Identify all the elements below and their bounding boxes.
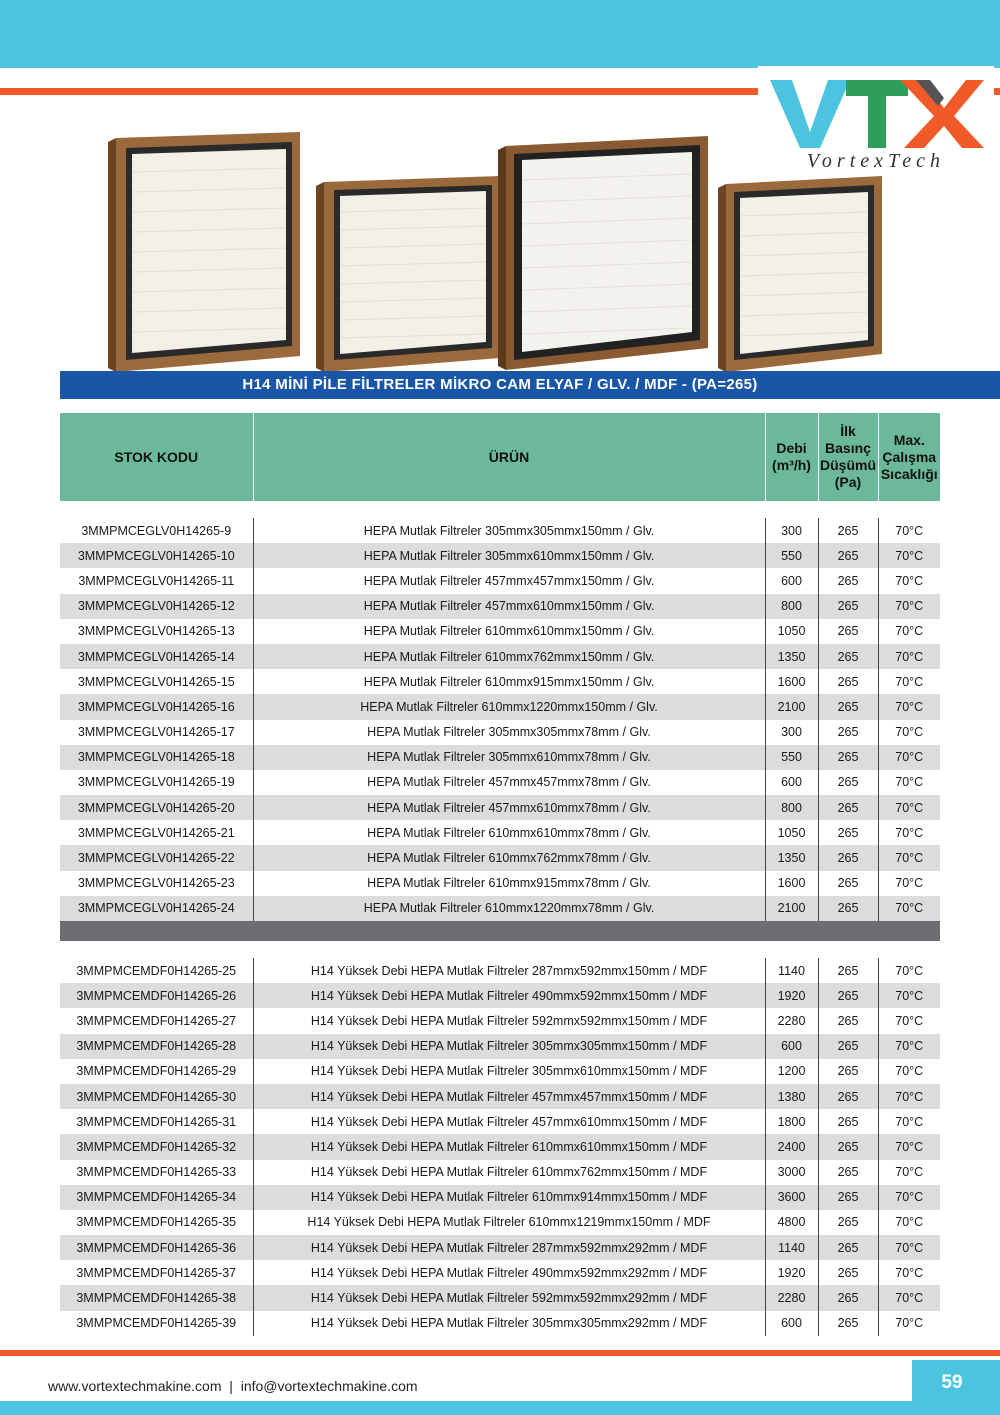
cell-flow-rate: 800 bbox=[765, 795, 818, 820]
cell-max-temp: 70°C bbox=[878, 543, 940, 568]
cell-stock-code: 3MMPMCEMDF0H14265-34 bbox=[60, 1185, 253, 1210]
cell-pressure-drop: 265 bbox=[818, 619, 878, 644]
col-header-max-line3: Sıcaklığı bbox=[880, 465, 938, 482]
table-row bbox=[60, 770, 940, 795]
cell-product: H14 Yüksek Debi HEPA Mutlak Filtreler 610mmx914mmx150mm / MDF bbox=[253, 1185, 765, 1210]
cell-max-temp: 70°C bbox=[895, 725, 924, 740]
cell-stock-code: 3MMPMCEGLV0H14265-23 bbox=[60, 871, 253, 896]
cell-product: H14 Yüksek Debi HEPA Mutlak Filtreler 490mmx592mmx292mm / MDF bbox=[253, 1260, 765, 1285]
cell-product: H14 Yüksek Debi HEPA Mutlak Filtreler 457mmx457mmx150mm / MDF bbox=[253, 1084, 765, 1109]
cell-stock-code: 3MMPMCEGLV0H14265-11 bbox=[60, 568, 253, 593]
table-row bbox=[60, 745, 940, 770]
cell-max-temp: 70°C bbox=[878, 1235, 940, 1260]
cell-product: HEPA Mutlak Filtreler 305mmx610mmx150mm / Glv. bbox=[253, 543, 765, 568]
cell-pressure-drop: 265 bbox=[818, 770, 878, 795]
cell-stock-code: 3MMPMCEMDF0H14265-33 bbox=[60, 1160, 253, 1185]
cell-stock-code: 3MMPMCEMDF0H14265-27 bbox=[60, 1008, 253, 1033]
cell-max-temp: 70°C bbox=[895, 825, 924, 840]
cell-stock-code: 3MMPMCEMDF0H14265-36 bbox=[60, 1235, 253, 1260]
table-row bbox=[60, 1008, 940, 1033]
table-row bbox=[60, 1235, 940, 1260]
brand-logo bbox=[758, 66, 994, 180]
cell-max-temp: 70°C bbox=[878, 1084, 940, 1109]
cell-stock-code: 3MMPMCEGLV0H14265-18 bbox=[60, 745, 253, 770]
cell-flow-rate: 600 bbox=[765, 770, 818, 795]
table-row bbox=[60, 1210, 940, 1235]
cell-product: HEPA Mutlak Filtreler 305mmx610mmx78mm / Glv. bbox=[253, 745, 765, 770]
cell-max-temp: 70°C bbox=[895, 1114, 924, 1129]
cell-pressure-drop: 265 bbox=[818, 1185, 878, 1210]
table-row bbox=[60, 820, 940, 845]
cell-max-temp: 70°C bbox=[895, 523, 924, 538]
group-separator-cell bbox=[60, 921, 940, 941]
cell-flow-rate: 600 bbox=[765, 1311, 818, 1336]
cell-product: HEPA Mutlak Filtreler 457mmx457mmx150mm / Glv. bbox=[253, 568, 765, 593]
cell-flow-rate: 300 bbox=[765, 518, 818, 543]
cell-pressure-drop: 265 bbox=[818, 1008, 878, 1033]
cell-product: HEPA Mutlak Filtreler 305mmx305mmx78mm / Glv. bbox=[253, 720, 765, 745]
cell-product: HEPA Mutlak Filtreler 610mmx762mmx150mm / Glv. bbox=[253, 644, 765, 669]
cell-flow-rate: 1600 bbox=[765, 871, 818, 896]
table-row bbox=[60, 1185, 940, 1210]
table-row bbox=[60, 594, 940, 619]
table-row bbox=[60, 896, 940, 921]
cell-pressure-drop: 265 bbox=[818, 845, 878, 870]
cell-max-temp: 70°C bbox=[878, 795, 940, 820]
col-header-max-temp bbox=[878, 413, 940, 501]
cell-pressure-drop: 265 bbox=[818, 694, 878, 719]
filter-photo-4 bbox=[716, 176, 886, 372]
table-row bbox=[60, 1084, 940, 1109]
table-body bbox=[60, 501, 940, 1336]
table-row bbox=[60, 694, 940, 719]
col-header-code: STOK KODU bbox=[60, 413, 253, 501]
cell-stock-code: 3MMPMCEMDF0H14265-32 bbox=[60, 1134, 253, 1159]
cell-pressure-drop: 265 bbox=[818, 1160, 878, 1185]
cell-product: HEPA Mutlak Filtreler 610mmx915mmx78mm / Glv. bbox=[253, 871, 765, 896]
cell-pressure-drop: 265 bbox=[818, 983, 878, 1008]
table-row bbox=[60, 568, 940, 593]
cell-product: H14 Yüksek Debi HEPA Mutlak Filtreler 305mmx305mmx150mm / MDF bbox=[253, 1034, 765, 1059]
footer-separator: | bbox=[229, 1378, 233, 1394]
cell-stock-code: 3MMPMCEMDF0H14265-35 bbox=[60, 1210, 253, 1235]
cell-pressure-drop: 265 bbox=[818, 1059, 878, 1084]
table-row bbox=[60, 1059, 940, 1084]
cell-flow-rate: 300 bbox=[765, 720, 818, 745]
spacer-row bbox=[60, 501, 940, 518]
table-row bbox=[60, 1134, 940, 1159]
bottom-accent-band bbox=[0, 1401, 1000, 1415]
table-row bbox=[60, 1260, 940, 1285]
cell-max-temp: 70°C bbox=[878, 845, 940, 870]
cell-max-temp: 70°C bbox=[895, 1165, 924, 1180]
cell-flow-rate: 1600 bbox=[765, 669, 818, 694]
cell-flow-rate: 1350 bbox=[765, 845, 818, 870]
col-header-max-line1: Max. bbox=[893, 431, 925, 448]
table-row bbox=[60, 1109, 940, 1134]
cell-pressure-drop: 265 bbox=[818, 1034, 878, 1059]
cell-pressure-drop: 265 bbox=[818, 795, 878, 820]
table-row bbox=[60, 958, 940, 983]
table-row bbox=[60, 1160, 940, 1185]
cell-stock-code: 3MMPMCEGLV0H14265-17 bbox=[60, 720, 253, 745]
table-row bbox=[60, 1034, 940, 1059]
cell-product: H14 Yüksek Debi HEPA Mutlak Filtreler 592mmx592mmx292mm / MDF bbox=[253, 1285, 765, 1310]
cell-max-temp: 70°C bbox=[878, 594, 940, 619]
cell-max-temp: 70°C bbox=[895, 624, 924, 639]
cell-flow-rate: 3600 bbox=[765, 1185, 818, 1210]
cell-stock-code: 3MMPMCEGLV0H14265-21 bbox=[60, 820, 253, 845]
cell-product: H14 Yüksek Debi HEPA Mutlak Filtreler 287mmx592mmx292mm / MDF bbox=[253, 1235, 765, 1260]
cell-pressure-drop: 265 bbox=[818, 958, 878, 983]
brand-name: VortexTech bbox=[806, 150, 946, 172]
cell-flow-rate: 1800 bbox=[765, 1109, 818, 1134]
col-header-pressure-line3: Düşümü bbox=[820, 457, 876, 473]
table-row bbox=[60, 845, 940, 870]
cell-product: HEPA Mutlak Filtreler 457mmx457mmx78mm / Glv. bbox=[253, 770, 765, 795]
cell-max-temp: 70°C bbox=[895, 1265, 924, 1280]
cell-flow-rate: 1920 bbox=[765, 1260, 818, 1285]
cell-product: HEPA Mutlak Filtreler 457mmx610mmx78mm / Glv. bbox=[253, 795, 765, 820]
col-header-pressure-line2: Basınç bbox=[825, 440, 871, 456]
cell-flow-rate: 1350 bbox=[765, 644, 818, 669]
top-accent-band bbox=[0, 0, 1000, 68]
vtx-logo-icon bbox=[766, 74, 986, 152]
cell-stock-code: 3MMPMCEGLV0H14265-10 bbox=[60, 543, 253, 568]
cell-stock-code: 3MMPMCEGLV0H14265-16 bbox=[60, 694, 253, 719]
cell-flow-rate: 1140 bbox=[765, 958, 818, 983]
cell-product: HEPA Mutlak Filtreler 610mmx610mmx78mm / Glv. bbox=[253, 820, 765, 845]
filter-photo-1 bbox=[104, 132, 304, 372]
col-header-pressure-line4: (Pa) bbox=[834, 474, 862, 490]
cell-max-temp: 70°C bbox=[895, 1013, 924, 1028]
cell-pressure-drop: 265 bbox=[818, 1260, 878, 1285]
cell-product: H14 Yüksek Debi HEPA Mutlak Filtreler 610mmx610mmx150mm / MDF bbox=[253, 1134, 765, 1159]
cell-max-temp: 70°C bbox=[895, 775, 924, 790]
col-header-pressure bbox=[818, 413, 878, 501]
product-table bbox=[60, 413, 940, 1336]
cell-flow-rate: 4800 bbox=[765, 1210, 818, 1235]
cell-pressure-drop: 265 bbox=[818, 871, 878, 896]
table-row bbox=[60, 983, 940, 1008]
cell-stock-code: 3MMPMCEGLV0H14265-22 bbox=[60, 845, 253, 870]
cell-flow-rate: 1050 bbox=[765, 619, 818, 644]
cell-pressure-drop: 265 bbox=[818, 644, 878, 669]
cell-pressure-drop: 265 bbox=[818, 720, 878, 745]
spacer-row bbox=[60, 941, 940, 958]
cell-stock-code: 3MMPMCEGLV0H14265-24 bbox=[60, 896, 253, 921]
cell-max-temp: 70°C bbox=[878, 745, 940, 770]
cell-max-temp: 70°C bbox=[895, 573, 924, 588]
table-row bbox=[60, 518, 940, 543]
cell-pressure-drop: 265 bbox=[818, 568, 878, 593]
table-row bbox=[60, 795, 940, 820]
cell-flow-rate: 2280 bbox=[765, 1008, 818, 1033]
cell-flow-rate: 1200 bbox=[765, 1059, 818, 1084]
cell-max-temp: 70°C bbox=[878, 1185, 940, 1210]
cell-stock-code: 3MMPMCEGLV0H14265-13 bbox=[60, 619, 253, 644]
cell-product: H14 Yüksek Debi HEPA Mutlak Filtreler 305mmx305mmx292mm / MDF bbox=[253, 1311, 765, 1336]
cell-pressure-drop: 265 bbox=[818, 1134, 878, 1159]
cell-stock-code: 3MMPMCEGLV0H14265-9 bbox=[60, 518, 253, 543]
cell-stock-code: 3MMPMCEMDF0H14265-28 bbox=[60, 1034, 253, 1059]
col-header-product: ÜRÜN bbox=[253, 413, 765, 501]
cell-max-temp: 70°C bbox=[878, 1134, 940, 1159]
footer-contact bbox=[48, 1378, 418, 1394]
cell-max-temp: 70°C bbox=[895, 674, 924, 689]
cell-product: HEPA Mutlak Filtreler 610mmx1220mmx150mm / Glv. bbox=[253, 694, 765, 719]
cell-product: H14 Yüksek Debi HEPA Mutlak Filtreler 610mmx1219mmx150mm / MDF bbox=[253, 1210, 765, 1235]
cell-max-temp: 70°C bbox=[878, 1285, 940, 1310]
cell-flow-rate: 3000 bbox=[765, 1160, 818, 1185]
cell-product: H14 Yüksek Debi HEPA Mutlak Filtreler 305mmx610mmx150mm / MDF bbox=[253, 1059, 765, 1084]
cell-stock-code: 3MMPMCEMDF0H14265-30 bbox=[60, 1084, 253, 1109]
filter-photo-3 bbox=[496, 136, 716, 370]
table-row bbox=[60, 720, 940, 745]
cell-product: H14 Yüksek Debi HEPA Mutlak Filtreler 457mmx610mmx150mm / MDF bbox=[253, 1109, 765, 1134]
cell-flow-rate: 550 bbox=[765, 745, 818, 770]
cell-max-temp: 70°C bbox=[878, 983, 940, 1008]
cell-max-temp: 70°C bbox=[895, 1215, 924, 1230]
cell-product: HEPA Mutlak Filtreler 457mmx610mmx150mm / Glv. bbox=[253, 594, 765, 619]
cell-product: H14 Yüksek Debi HEPA Mutlak Filtreler 490mmx592mmx150mm / MDF bbox=[253, 983, 765, 1008]
cell-flow-rate: 2100 bbox=[765, 896, 818, 921]
footer-website[interactable]: www.vortextechmakine.com bbox=[48, 1378, 222, 1394]
table-row bbox=[60, 619, 940, 644]
cell-flow-rate: 600 bbox=[765, 568, 818, 593]
cell-stock-code: 3MMPMCEGLV0H14265-20 bbox=[60, 795, 253, 820]
cell-flow-rate: 1140 bbox=[765, 1235, 818, 1260]
cell-stock-code: 3MMPMCEMDF0H14265-25 bbox=[60, 958, 253, 983]
cell-flow-rate: 2280 bbox=[765, 1285, 818, 1310]
cell-max-temp: 70°C bbox=[878, 694, 940, 719]
col-header-debi-line2: (m³/h) bbox=[772, 457, 811, 473]
col-header-debi bbox=[765, 413, 818, 501]
cell-max-temp: 70°C bbox=[878, 896, 940, 921]
cell-stock-code: 3MMPMCEMDF0H14265-29 bbox=[60, 1059, 253, 1084]
cell-product: H14 Yüksek Debi HEPA Mutlak Filtreler 287mmx592mmx150mm / MDF bbox=[253, 958, 765, 983]
cell-pressure-drop: 265 bbox=[818, 1311, 878, 1336]
cell-pressure-drop: 265 bbox=[818, 1285, 878, 1310]
page-number: 59 bbox=[941, 1372, 963, 1393]
cell-flow-rate: 600 bbox=[765, 1034, 818, 1059]
cell-pressure-drop: 265 bbox=[818, 1235, 878, 1260]
cell-pressure-drop: 265 bbox=[818, 518, 878, 543]
cell-stock-code: 3MMPMCEMDF0H14265-39 bbox=[60, 1311, 253, 1336]
col-header-pressure-line1: İlk bbox=[840, 423, 856, 439]
filter-photo-2 bbox=[314, 176, 504, 372]
cell-max-temp: 70°C bbox=[895, 1064, 924, 1079]
cell-product: H14 Yüksek Debi HEPA Mutlak Filtreler 610mmx762mmx150mm / MDF bbox=[253, 1160, 765, 1185]
table-row bbox=[60, 1311, 940, 1336]
cell-product: HEPA Mutlak Filtreler 610mmx610mmx150mm / Glv. bbox=[253, 619, 765, 644]
cell-pressure-drop: 265 bbox=[818, 896, 878, 921]
cell-stock-code: 3MMPMCEMDF0H14265-38 bbox=[60, 1285, 253, 1310]
cell-stock-code: 3MMPMCEGLV0H14265-15 bbox=[60, 669, 253, 694]
table-row bbox=[60, 669, 940, 694]
cell-pressure-drop: 265 bbox=[818, 820, 878, 845]
footer-email[interactable]: info@vortextechmakine.com bbox=[240, 1378, 418, 1394]
cell-product: HEPA Mutlak Filtreler 305mmx305mmx150mm / Glv. bbox=[253, 518, 765, 543]
table-row bbox=[60, 871, 940, 896]
cell-max-temp: 70°C bbox=[895, 876, 924, 891]
cell-stock-code: 3MMPMCEGLV0H14265-19 bbox=[60, 770, 253, 795]
cell-product: H14 Yüksek Debi HEPA Mutlak Filtreler 592mmx592mmx150mm / MDF bbox=[253, 1008, 765, 1033]
cell-product: HEPA Mutlak Filtreler 610mmx762mmx78mm / Glv. bbox=[253, 845, 765, 870]
cell-pressure-drop: 265 bbox=[818, 594, 878, 619]
bottom-orange-rule bbox=[0, 1350, 1000, 1356]
cell-max-temp: 70°C bbox=[895, 1316, 924, 1331]
section-title: H14 MİNİ PİLE FİLTRELER MİKRO CAM ELYAF / GLV. / MDF - (PA=265) bbox=[60, 371, 940, 399]
cell-pressure-drop: 265 bbox=[818, 1084, 878, 1109]
table-row bbox=[60, 1285, 940, 1310]
cell-pressure-drop: 265 bbox=[818, 1109, 878, 1134]
cell-product: HEPA Mutlak Filtreler 610mmx915mmx150mm / Glv. bbox=[253, 669, 765, 694]
table-header-row bbox=[60, 413, 940, 501]
product-photos bbox=[100, 120, 760, 375]
table-row bbox=[60, 644, 940, 669]
cell-max-temp: 70°C bbox=[895, 963, 924, 978]
cell-stock-code: 3MMPMCEMDF0H14265-37 bbox=[60, 1260, 253, 1285]
cell-pressure-drop: 265 bbox=[818, 1210, 878, 1235]
cell-flow-rate: 1380 bbox=[765, 1084, 818, 1109]
cell-flow-rate: 2400 bbox=[765, 1134, 818, 1159]
col-header-debi-line1: Debi bbox=[776, 440, 807, 456]
cell-stock-code: 3MMPMCEGLV0H14265-14 bbox=[60, 644, 253, 669]
cell-max-temp: 70°C bbox=[878, 644, 940, 669]
cell-flow-rate: 800 bbox=[765, 594, 818, 619]
group-separator-row bbox=[60, 921, 940, 941]
cell-pressure-drop: 265 bbox=[818, 745, 878, 770]
cell-pressure-drop: 265 bbox=[818, 543, 878, 568]
cell-product: HEPA Mutlak Filtreler 610mmx1220mmx78mm / Glv. bbox=[253, 896, 765, 921]
cell-flow-rate: 550 bbox=[765, 543, 818, 568]
cell-stock-code: 3MMPMCEGLV0H14265-12 bbox=[60, 594, 253, 619]
cell-max-temp: 70°C bbox=[878, 1034, 940, 1059]
cell-stock-code: 3MMPMCEMDF0H14265-31 bbox=[60, 1109, 253, 1134]
cell-stock-code: 3MMPMCEMDF0H14265-26 bbox=[60, 983, 253, 1008]
cell-flow-rate: 2100 bbox=[765, 694, 818, 719]
cell-flow-rate: 1920 bbox=[765, 983, 818, 1008]
cell-flow-rate: 1050 bbox=[765, 820, 818, 845]
cell-pressure-drop: 265 bbox=[818, 669, 878, 694]
col-header-max-line2: Çalışma bbox=[882, 448, 937, 465]
table-row bbox=[60, 543, 940, 568]
